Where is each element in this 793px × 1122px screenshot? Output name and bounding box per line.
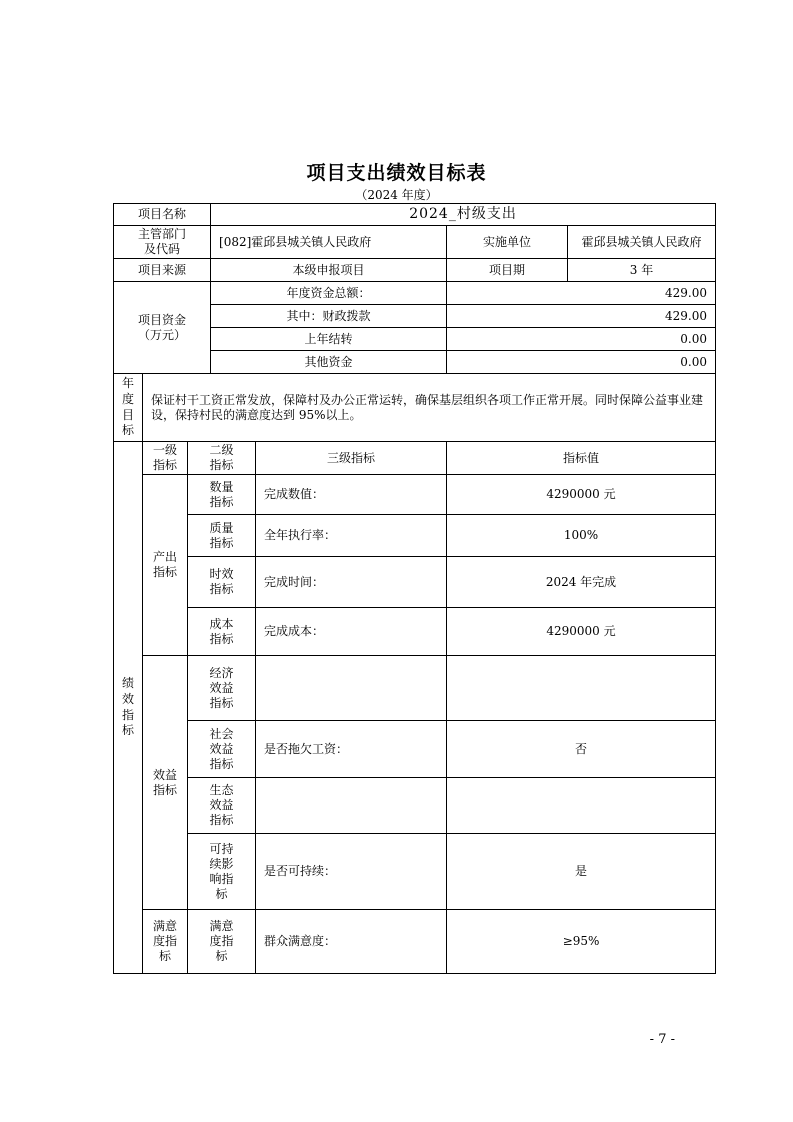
funds-carryover-value: 0.00 [447, 328, 716, 351]
project-name-label: 项目名称 [114, 204, 211, 226]
page-number: - 7 - [649, 1032, 675, 1047]
header-value: 指标值 [447, 442, 716, 475]
row-level2-label: 数量指标 [209, 479, 234, 509]
table-row [114, 834, 716, 910]
row-value [447, 778, 716, 834]
table-row [114, 608, 716, 656]
row-level2-label: 满意度指标 [209, 919, 234, 963]
row-project-name [114, 204, 716, 226]
goal-label: 年度目标 [121, 376, 134, 438]
table-row [114, 910, 716, 974]
table-row [114, 557, 716, 608]
page-title: 项目支出绩效目标表 [306, 162, 487, 184]
impl-value: 霍邱县城关镇人民政府 [568, 226, 716, 259]
performance-table [113, 203, 716, 974]
funds-fiscal-label: 其中：财政拨款 [211, 305, 447, 328]
funds-other-label: 其他资金 [211, 351, 447, 374]
funds-total-value: 429.00 [447, 282, 716, 305]
row-level2-label: 经济效益指标 [209, 665, 234, 710]
row-level2-label: 时效指标 [209, 567, 234, 596]
row-value: 4290000 元 [447, 608, 716, 656]
row-level3-label [256, 656, 447, 721]
row-funds-total [114, 282, 716, 305]
row-level3-label: 全年执行率： [256, 515, 447, 557]
row-value: ≥95% [447, 910, 716, 974]
satisfaction-indicator-label: 满意度指标 [152, 919, 177, 963]
table-row [114, 721, 716, 778]
funds-fiscal-value: 429.00 [447, 305, 716, 328]
funds-total-label: 年度资金总额： [211, 282, 447, 305]
funds-other-value: 0.00 [447, 351, 716, 374]
row-value: 2024 年完成 [447, 557, 716, 608]
row-level2-label: 生态效益指标 [209, 783, 234, 827]
row-level3-label: 完成数值： [256, 475, 447, 515]
header-level1: 一级指标 [152, 443, 177, 472]
period-label: 项目期 [447, 259, 568, 282]
benefit-indicator-label: 效益指标 [152, 767, 177, 797]
period-value: 3 年 [568, 259, 716, 282]
row-value: 100% [447, 515, 716, 557]
page-subtitle: （2024 年度） [355, 188, 438, 202]
source-value: 本级申报项目 [211, 259, 447, 282]
row-level3-label [256, 778, 447, 834]
row-level3-label: 是否拖欠工资： [256, 721, 447, 778]
table-row [114, 656, 716, 721]
header-level3: 三级指标 [256, 442, 447, 475]
row-level3-label: 是否可持续： [256, 834, 447, 910]
row-indicator-headers [114, 442, 716, 475]
output-indicator-label: 产出指标 [152, 550, 177, 579]
row-level2-label: 可持续影响指标 [209, 841, 234, 901]
row-value: 是 [447, 834, 716, 910]
row-level2-label: 社会效益指标 [209, 726, 234, 771]
row-source [114, 259, 716, 282]
row-level2-label: 质量指标 [209, 520, 234, 550]
dept-value: [082]霍邱县城关镇人民政府 [211, 226, 447, 259]
row-value [447, 656, 716, 721]
project-name-value: 2024_村级支出 [211, 204, 716, 226]
impl-label: 实施单位 [447, 226, 568, 259]
row-value: 否 [447, 721, 716, 778]
header-level2: 二级指标 [209, 443, 234, 472]
funds-label: 项目资金（万元） [137, 312, 186, 342]
funds-carryover-label: 上年结转 [211, 328, 447, 351]
row-level3-label: 完成成本： [256, 608, 447, 656]
row-department [114, 226, 716, 259]
perf-label: 绩效指标 [121, 676, 134, 738]
table-row [114, 475, 716, 515]
source-label: 项目来源 [114, 259, 211, 282]
table-row [114, 515, 716, 557]
goal-text: 保证村干工资正常发放，保障村及办公正常运转，确保基层组织各项工作正常开展。同时保障公益事业建设，保持村民的满意度达到 95%以上。 [143, 374, 716, 442]
dept-label: 主管部门及代码 [137, 227, 186, 256]
row-annual-goal [114, 374, 716, 442]
row-level3-label: 群众满意度： [256, 910, 447, 974]
row-level2-label: 成本指标 [209, 616, 234, 646]
table-row [114, 778, 716, 834]
row-value: 4290000 元 [447, 475, 716, 515]
row-level3-label: 完成时间： [256, 557, 447, 608]
